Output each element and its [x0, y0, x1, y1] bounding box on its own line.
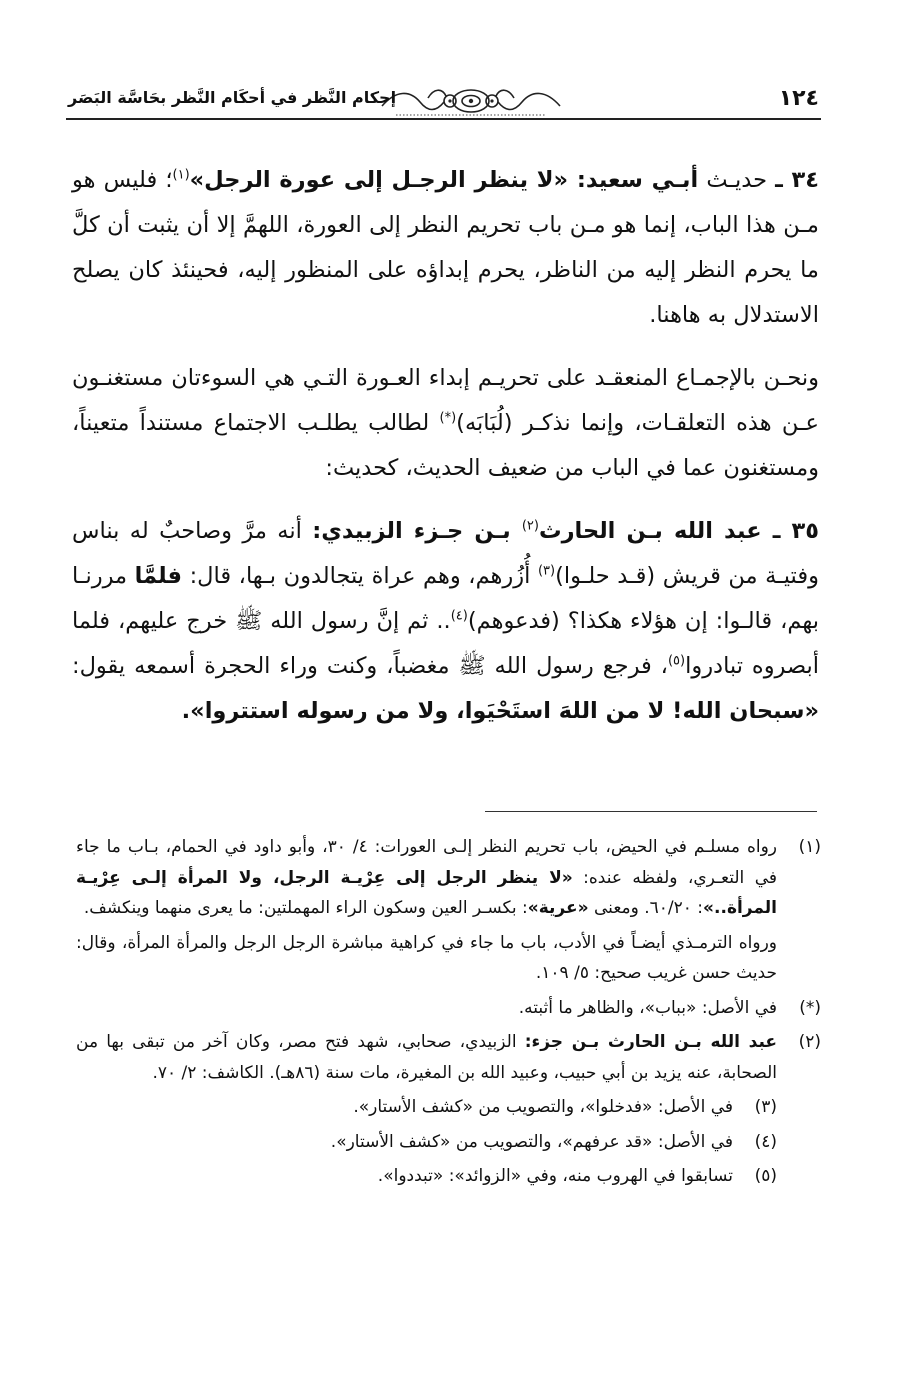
footnote-text-part: الزبيدي، صحابي، شهد فتح مصر، وكان آخر من تبقى بها من الصحابة، عنه يزيد بن أبي حبيب، وعبيد الله بن المغيرة، مات سنة (٨٦هـ). الكاشف: ٢/ ٧٠. [76, 1032, 777, 1083]
page-number: ١٢٤ [778, 86, 819, 111]
footnote-ref: (٢) [521, 518, 539, 534]
emphasis: فلمَّا [134, 563, 183, 589]
narrator-name: بـن جـزء الزبيدي: [312, 518, 522, 544]
footnote-ref: (٥) [667, 653, 686, 669]
footnote-ref: (١) [172, 167, 190, 183]
paragraph-text: .. ثم إنَّ رسول الله ﷺ خرج عليهم، فلما أبصروه تبادروا [72, 608, 819, 679]
narrator-name: عبد الله بـن الحارث [538, 518, 773, 544]
hadith-quote: «سبحان الله! لا من اللهَ استَحْيَوا، ولا من رسوله استتروا». [181, 698, 819, 724]
paragraph-text: ؛ فليس هو مـن هذا الباب، إنما هو مـن باب تحريم النظر إلى العورة، اللهمَّ إلا أن يثبت أن كلَّ ما يحرم النظر إليه من الناظر، يحرم إبداؤه على المنظور إليه، فحينئذ كان يصلح الاستدلال به هاهنا. [72, 167, 819, 328]
footnote-text [76, 832, 777, 924]
narrator-name: عبد الله بـن الحارث بـن جزء: [524, 1032, 777, 1052]
floral-ornament-icon [376, 84, 566, 118]
footnote-ref: (٣) [537, 563, 556, 579]
paragraph-text: مررنـا بهم، قالـوا: إن هؤلاء هكذا؟ (فدعوهم) [72, 563, 819, 634]
paragraph-35 [72, 509, 819, 734]
paragraph-text: ونحـن بالإجمـاع المنعقـد على تحريـم إبداء العـورة التـي هي السوءتان مستغنـون عـن هذه التعلقـات، وإنما نذكـر (لُبَابَه) [72, 365, 819, 436]
footnote-ref: (٤) [450, 608, 468, 624]
running-title: إحكام النَّظر في أحكَام النَّظر بحَاسَّة البَصَر [68, 88, 397, 107]
footnote-quote: «لا ينظر الرجل إلى عِرْيـة الرجل، ولا المرأة إلـى عِرْيـة المرأة..» [76, 867, 777, 918]
footnote-text-part: : بكسـر العين وسكون الراء المهملتين: ما يعرى منهما وينكشف. [83, 898, 528, 918]
paragraph-34 [72, 158, 819, 338]
paragraph-consensus [72, 356, 819, 491]
footnote-5 [76, 1161, 821, 1192]
page-header [66, 84, 821, 122]
footnote-text: في الأصل: «فدخلوا»، والتصويب من «كشف الأستار». [353, 1097, 733, 1117]
footnote-text: في الأصل: «قد عرفهم»، والتصويب من «كشف الأستار». [330, 1131, 733, 1152]
footnote-term: «عرية» [527, 898, 589, 918]
footnote-1 [76, 832, 821, 924]
footnote-1-continued: ورواه الترمـذي أيضـاً في الأدب، باب ما جاء في كراهية مباشرة الرجل الرجل والمرأة المرأة، وقال: حديث حسن غريب صحيح: ٥/ ١٠٩. [76, 932, 777, 983]
paragraph-text: أنه مرَّ وصاحبٌ له بناس وفتيـة من قريش (قـد حلـوا) [72, 518, 819, 589]
footnote-text [76, 1027, 777, 1088]
item-number: ٣٤ ـ [775, 167, 820, 193]
footnote-ref: (*) [439, 410, 457, 426]
footnote-mark: (*) [799, 997, 821, 1018]
footnotes [76, 832, 821, 1196]
paragraph-text: حديـث [698, 167, 776, 193]
footnote-star [76, 993, 821, 1024]
paragraph-text: لطالب يطلـب الاجتماع مستنداً متعيناً، ومستغنون عما في الباب من ضعيف الحديث، كحديث: [72, 410, 819, 481]
footnote-text-part: رواه مسلـم في الحيض، باب تحريم النظر إلـى العورات: ٤/ ٣٠، وأبو داود في الحمام، بـاب ما جاء في التعـري، ولفظه عنده: [76, 837, 777, 888]
header-rule [66, 118, 821, 120]
hadith-title: أبـي سعيد: «لا ينظر الرجـل إلى عورة الرجل» [189, 167, 699, 193]
footnote-separator [485, 811, 817, 812]
footnote-mark: (٥) [754, 1166, 777, 1186]
footnote-mark: (١) [798, 837, 821, 857]
footnote-text-part: : ٦٠/٢٠. ومعنى [588, 898, 704, 918]
footnote-4 [76, 1127, 821, 1158]
footnote-mark: (٤) [754, 1131, 777, 1152]
footnote-text: في الأصل: «بباب»، والظاهر ما أثبته. [518, 997, 777, 1018]
paragraph-text: ، فرجع رسول الله ﷺ مغضباً، وكنت وراء الحجرة أسمعه يقول: [72, 653, 668, 679]
footnote-text: تسابقوا في الهروب منه، وفي «الزوائد»: «تبددوا». [377, 1166, 733, 1186]
item-number: ٣٥ ـ [772, 518, 819, 544]
footnote-mark: (٢) [798, 1032, 821, 1052]
footnote-3 [76, 1092, 821, 1123]
footnote-mark: (٣) [754, 1097, 777, 1117]
paragraph-text: أُزُرهم، وهم عراة يتجالدون بـها، قال: [182, 563, 538, 589]
footnote-2 [76, 1027, 821, 1088]
main-text [72, 158, 819, 752]
